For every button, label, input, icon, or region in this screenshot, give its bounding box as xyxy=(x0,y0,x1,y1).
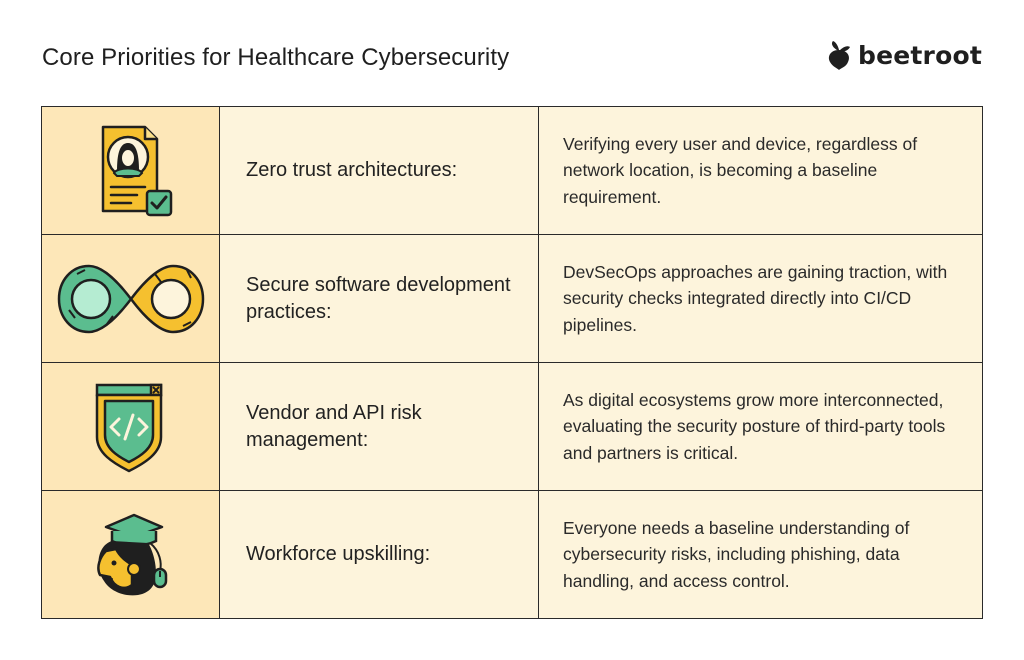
infinity-loop-icon xyxy=(51,254,211,344)
icon-cell xyxy=(42,491,220,619)
row-title: Secure software development practices: xyxy=(220,235,539,363)
table-row xyxy=(42,107,983,235)
table-row xyxy=(42,491,983,619)
code-shield-icon xyxy=(81,377,181,477)
row-title: Vendor and API risk management: xyxy=(220,363,539,491)
beet-icon xyxy=(826,40,852,70)
graduate-person-icon xyxy=(76,505,186,605)
row-description: As digital ecosystems grow more interconnected, evaluating the security posture of third-party tools and partners is critical. xyxy=(539,363,983,491)
icon-cell xyxy=(42,235,220,363)
row-description: DevSecOps approaches are gaining traction, with security checks integrated directly into CI/CD pipelines. xyxy=(539,235,983,363)
icon-cell xyxy=(42,363,220,491)
page-title: Core Priorities for Healthcare Cybersecurity xyxy=(42,44,510,71)
priorities-table xyxy=(41,106,983,619)
table-row xyxy=(42,235,983,363)
brand-logo xyxy=(826,40,982,70)
profile-document-check-icon xyxy=(81,121,181,221)
table-row xyxy=(42,363,983,491)
row-description: Verifying every user and device, regardless of network location, is becoming a baseline requirement. xyxy=(539,107,983,235)
row-description: Everyone needs a baseline understanding of cybersecurity risks, including phishing, data handling, and access control. xyxy=(539,491,983,619)
row-title: Zero trust architectures: xyxy=(220,107,539,235)
row-title: Workforce upskilling: xyxy=(220,491,539,619)
logo-text: beetroot xyxy=(858,40,982,70)
icon-cell xyxy=(42,107,220,235)
